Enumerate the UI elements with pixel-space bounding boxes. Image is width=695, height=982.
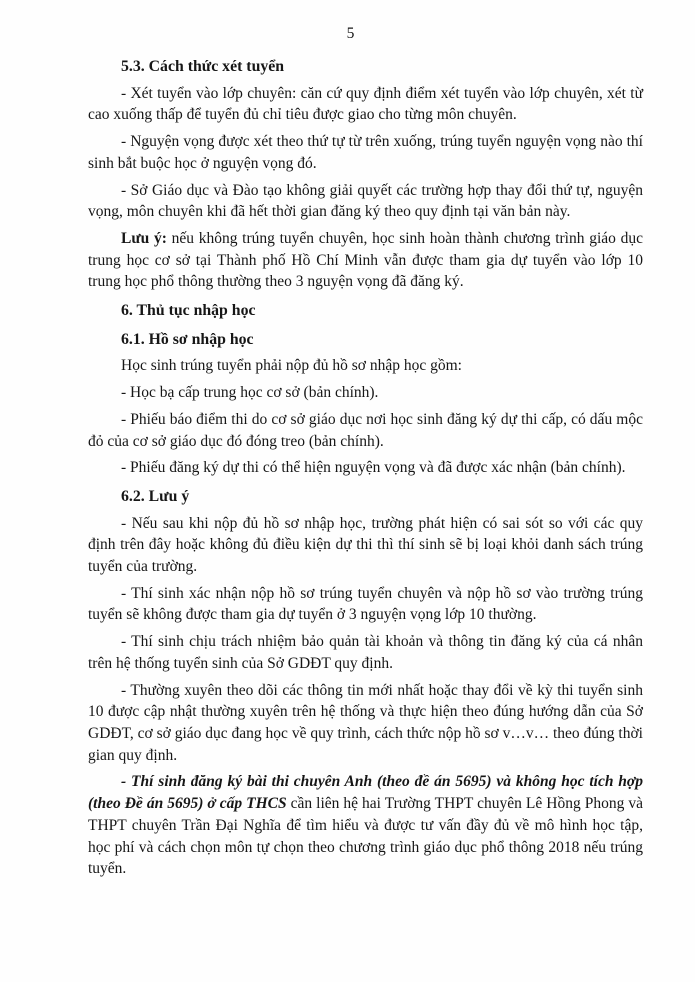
paragraph-ho-so-gom: Học sinh trúng tuyển phải nộp đủ hồ sơ nhập học gồm: — [121, 357, 462, 375]
chuyen-anh-bold-italic-lead: - Thí sinh đăng ký bài thi chuyên Anh (theo đề án 5695) và không học tích hợp (theo Đề án 5695) ở cấp THCS — [88, 773, 643, 813]
paragraph-xac-nhan-nop-ho-so: - Thí sinh xác nhận nộp hồ sơ trúng tuyển chuyên và nộp hồ sơ vào trường trúng tuyển sẽ không được tham gia dự tuyển ở 3 nguyện vọng lớp 10 thường. — [88, 584, 643, 624]
paragraph-chuyen-anh-de-an-5695 — [88, 771, 643, 880]
luu-y-text: nếu không trúng tuyển chuyên, học sinh hoàn thành chương trình giáo dục trung học cơ sở tại Thành phố Hồ Chí Minh vẫn được tham gia dự tuyển vào lớp 10 trung học phổ thông thường theo 3 nguyện vọng đã đăng ký. — [88, 229, 643, 291]
paragraph-tai-khoan-ca-nhan: - Thí sinh chịu trách nhiệm bảo quản tài khoản và thông tin đăng ký của cá nhân trên hệ thống tuyển sinh của Sở GDĐT quy định. — [88, 633, 643, 672]
heading-5-3-cach-thuc-xet-tuyen: 5.3. Cách thức xét tuyển — [121, 58, 285, 75]
paragraph-luu-y-khong-trung-tuyen — [88, 228, 643, 293]
heading-6-1-ho-so-nhap-hoc: 6.1. Hồ sơ nhập học — [121, 330, 254, 348]
paragraph-nguyen-vong-thu-tu: - Nguyện vọng được xét theo thứ tự từ trên xuống, trúng tuyển nguyện vọng nào thí sinh bắt buộc học ở nguyện vọng đó. — [88, 133, 643, 172]
luu-y-label: Lưu ý: — [121, 229, 167, 247]
chuyen-anh-text: cần liên hệ hai Trường THPT chuyên Lê Hồng Phong và THPT chuyên Trần Đại Nghĩa để tìm hiểu và được tư vấn đầy đủ về mô hình học tập, học phí và cách chọn môn tự chọn theo chương trình giáo dục phổ thông 2018 nếu trúng tuyển. — [88, 795, 643, 878]
heading-6-2-luu-y: 6.2. Lưu ý — [121, 487, 190, 505]
paragraph-phieu-bao-diem: - Phiếu báo điểm thi do cơ sở giáo dục nơi học sinh đăng ký dự thi cấp, có dấu mộc đỏ của cơ sở giáo dục đó đóng treo (bản chính). — [88, 410, 643, 450]
paragraph-sai-sot-loai-khoi-danh-sach: - Nếu sau khi nộp đủ hồ sơ nhập học, trường phát hiện có sai sót so với các quy định trên đây hoặc không đủ điều kiện dự thi thì thí sinh sẽ bị loại khỏi danh sách trúng tuyển của trường. — [88, 514, 643, 576]
paragraph-hoc-ba: - Học bạ cấp trung học cơ sở (bản chính). — [121, 384, 379, 402]
paragraph-phieu-dang-ky: - Phiếu đăng ký dự thi có thể hiện nguyện vọng và đã được xác nhận (bản chính). — [121, 459, 626, 477]
paragraph-theo-doi-thong-tin: - Thường xuyên theo dõi các thông tin mới nhất hoặc thay đổi về kỳ thi tuyển sinh 10 được cập nhật thường xuyên trên hệ thống và thực hiện theo đúng hướng dẫn của Sở GDĐT, cơ sở giáo dục đang học về quy trình, cách thức nộp hồ sơ v…v… theo đúng thời gian quy định. — [88, 681, 643, 764]
heading-6-thu-tuc-nhap-hoc: 6. Thủ tục nhập học — [121, 302, 256, 320]
page-number: 5 — [346, 25, 355, 42]
paragraph-so-gd-khong-giai-quyet: - Sở Giáo dục và Đào tạo không giải quyết các trường hợp thay đổi thứ tự, nguyện vọng, môn chuyên khi đã hết thời gian đăng ký theo quy định tại văn bản này. — [88, 181, 643, 221]
paragraph-xet-tuyen-lop-chuyen: - Xét tuyển vào lớp chuyên: căn cứ quy định điểm xét tuyển vào lớp chuyên, xét từ cao xuống thấp để tuyển đủ chỉ tiêu được giao cho từng môn chuyên. — [88, 84, 643, 124]
